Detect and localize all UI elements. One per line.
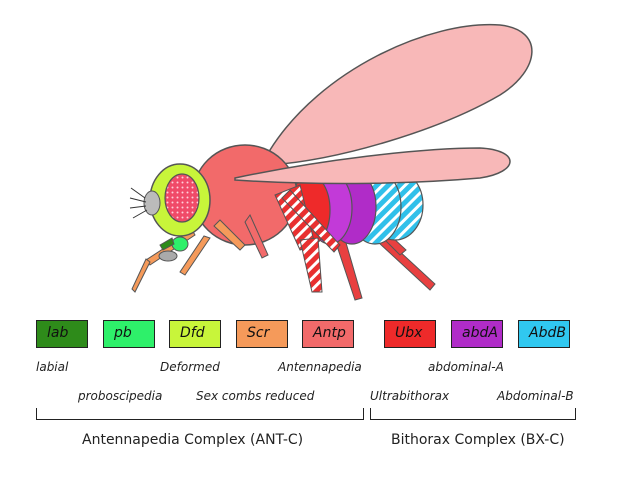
gene-name-abdominal-b: Abdominal-B — [497, 389, 574, 403]
gene-box-dfd — [169, 320, 221, 348]
gene-abbr: pb — [114, 325, 132, 341]
gene-abbr: Scr — [247, 325, 270, 341]
gene-abbr: Ubx — [395, 325, 423, 341]
gene-box-pb — [103, 320, 155, 348]
gene-box-lab — [36, 320, 88, 348]
label-bx-c: Bithorax Complex (BX-C) — [391, 432, 565, 448]
gene-name-antennapedia: Antennapedia — [278, 360, 362, 374]
gene-box-antp — [302, 320, 354, 348]
gene-abbr: lab — [47, 325, 69, 341]
antenna — [130, 188, 160, 218]
gene-box-abdb — [518, 320, 570, 348]
hind-wing — [270, 25, 532, 165]
bracket-bx-c — [370, 408, 576, 420]
label-ant-c: Antennapedia Complex (ANT-C) — [82, 432, 304, 448]
gene-name-proboscipedia: proboscipedia — [78, 389, 163, 403]
gene-abbr: Antp — [313, 325, 346, 341]
compound-eye — [165, 174, 199, 222]
bracket-ant-c — [36, 408, 364, 420]
gene-name-labial: labial — [36, 360, 69, 374]
gene-box-abda — [451, 320, 503, 348]
gene-name-abdominal-a: abdominal-A — [428, 360, 504, 374]
gene-box-ubx — [384, 320, 436, 348]
gene-name-sex-combs-reduced: Sex combs reduced — [196, 389, 315, 403]
gene-abbr: abdA — [462, 325, 498, 341]
gene-abbr: AbdB — [529, 325, 566, 341]
gene-name-ultrabithorax: Ultrabithorax — [370, 389, 450, 403]
gene-box-scr — [236, 320, 288, 348]
gene-abbr: Dfd — [180, 325, 205, 341]
gene-name-deformed: Deformed — [160, 360, 220, 374]
